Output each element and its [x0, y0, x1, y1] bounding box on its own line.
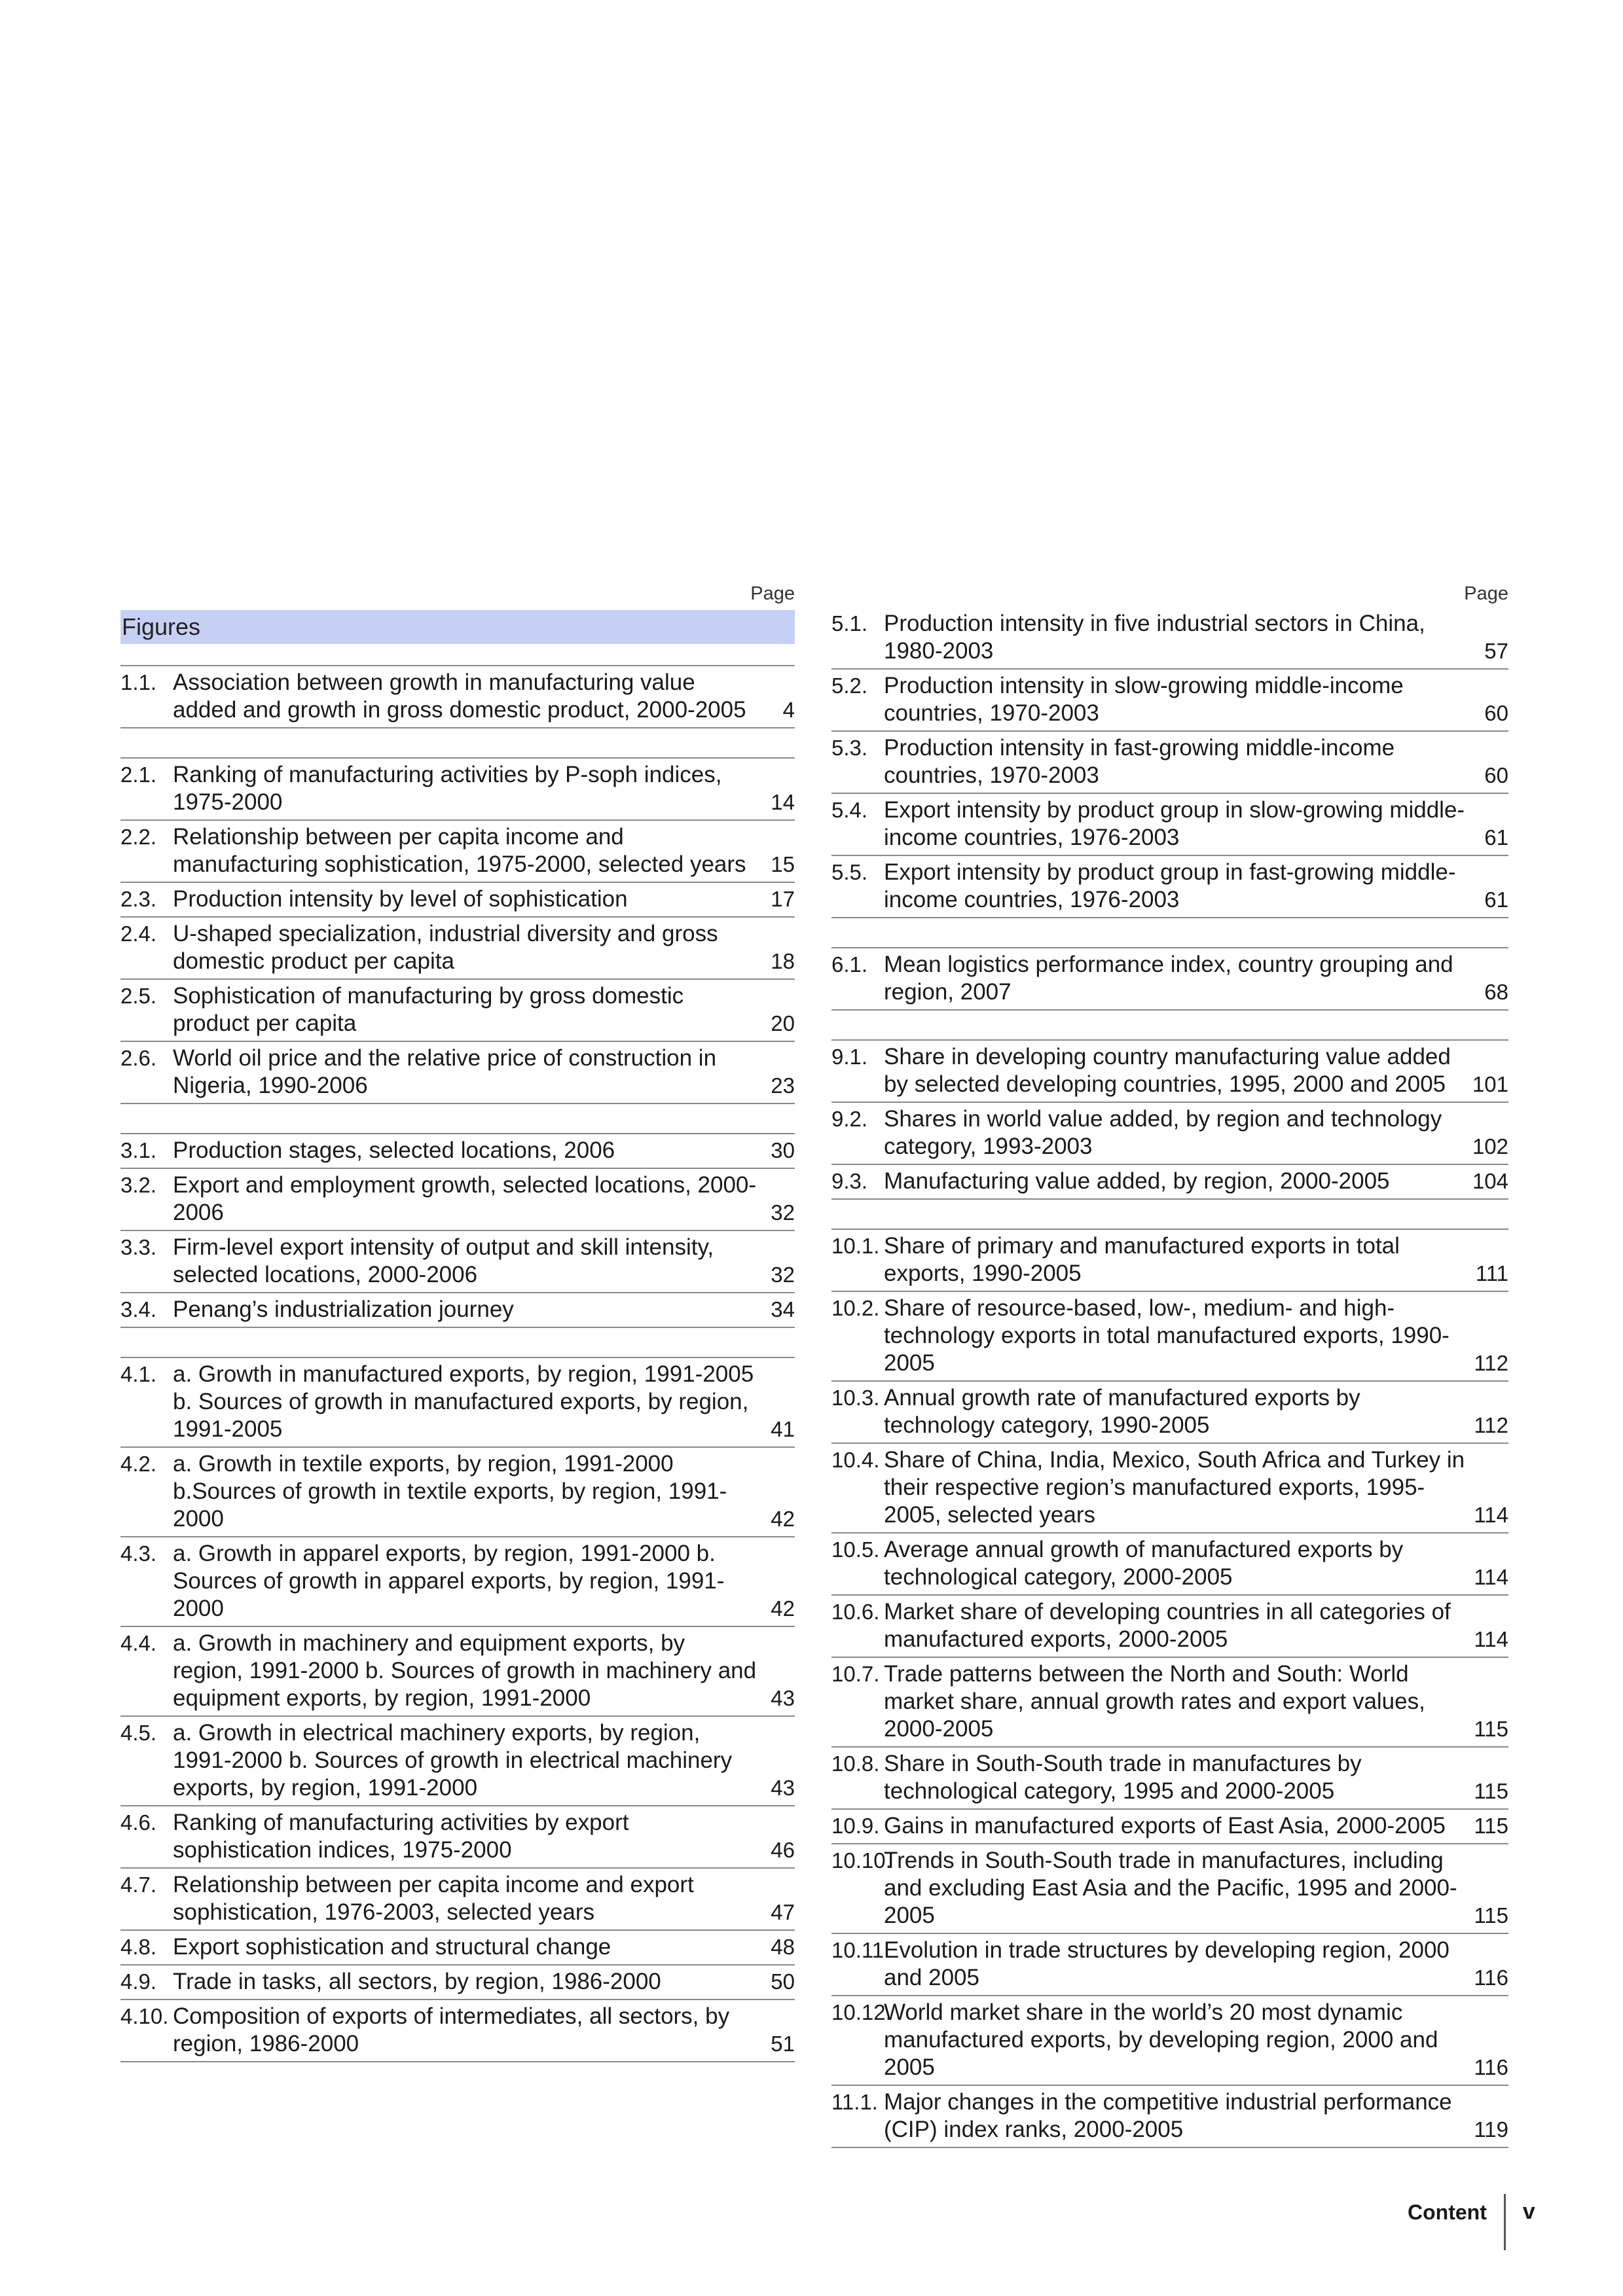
figure-number: 4.4. [120, 1631, 157, 1655]
figure-title: Gains in manufactured exports of East Asia, 2000-2005 [884, 1813, 1446, 1839]
figure-number: 5.2. [831, 673, 868, 698]
figure-page: 57 [1484, 639, 1508, 663]
figure-title: Evolution in trade structures by developing region, 2000 and 2005 [884, 1937, 1450, 1990]
figure-number: 9.3. [831, 1169, 868, 1193]
figure-group [831, 1039, 1508, 1200]
figure-number: 2.3. [120, 887, 157, 911]
figure-page: 111 [1475, 1261, 1508, 1285]
figure-number: 3.1. [120, 1138, 157, 1162]
figure-title: Export sophistication and structural change [173, 1934, 611, 1960]
figure-page: 32 [771, 1200, 795, 1225]
figure-number: 4.9. [120, 1969, 157, 1994]
figure-title: Annual growth rate of manufactured exports by technology category, 1990-2005 [884, 1385, 1360, 1438]
figure-title: Market share of developing countries in all categories of manufactured exports, 2000-2005 [884, 1599, 1451, 1652]
figure-entry[interactable] [120, 1717, 795, 1806]
figure-group [120, 1357, 795, 2062]
figure-entry[interactable] [120, 1293, 795, 1328]
figure-title: Share of China, India, Mexico, South Africa and Turkey in their respective region’s manufactured exports, 1995-2005, selected years [884, 1447, 1465, 1528]
figure-page: 61 [1484, 825, 1508, 850]
figure-title: Share in developing country manufacturing value added by selected developing countries, 1995, 2000 and 2005 [884, 1044, 1451, 1097]
figure-number: 4.10. [120, 2004, 169, 2028]
figure-number: 4.6. [120, 1810, 157, 1835]
figure-number: 4.8. [120, 1935, 157, 1959]
figure-title: Manufacturing value added, by region, 2000-2005 [884, 1168, 1390, 1194]
figure-entry[interactable] [831, 1103, 1508, 1165]
figure-number: 6.1. [831, 952, 868, 977]
figure-page: 48 [771, 1935, 795, 1959]
figure-group [120, 1133, 795, 1328]
figure-entry[interactable] [120, 1448, 795, 1537]
figure-title: Mean logistics performance index, country grouping and region, 2007 [884, 952, 1453, 1005]
figure-title: World oil price and the relative price of construction in Nigeria, 1990-2006 [173, 1045, 717, 1098]
figure-entry[interactable] [831, 948, 1508, 1011]
figure-title: Relationship between per capita income and manufacturing sophistication, 1975-2000, selected years [173, 824, 746, 877]
page-column-label: Page [750, 583, 795, 604]
figure-entry[interactable] [120, 1537, 795, 1627]
figure-title: Ranking of manufacturing activities by export sophistication indices, 1975-2000 [173, 1810, 629, 1863]
figure-entry[interactable] [120, 666, 795, 728]
figure-number: 5.3. [831, 736, 868, 760]
figure-entry[interactable] [831, 1748, 1508, 1810]
figure-group [120, 757, 795, 1104]
figure-entry[interactable] [831, 1844, 1508, 1934]
footer-section-label: Content [1408, 2200, 1487, 2224]
figure-title: Share of resource-based, low-, medium- and high-technology exports in total manufactured exports, 1990-2005 [884, 1295, 1450, 1376]
figure-page: 34 [771, 1297, 795, 1321]
figure-page: 114 [1474, 1503, 1508, 1527]
figure-page: 115 [1474, 1779, 1508, 1803]
figure-entry[interactable] [120, 1169, 795, 1231]
figure-group [831, 610, 1508, 918]
figure-entry[interactable] [831, 1810, 1508, 1844]
figure-entry[interactable] [120, 759, 795, 821]
figure-number: 5.5. [831, 860, 868, 884]
figure-entry[interactable] [120, 918, 795, 980]
figure-page: 114 [1474, 1565, 1508, 1589]
figure-number: 10.8. [831, 1751, 880, 1776]
figure-entry[interactable] [120, 980, 795, 1042]
figure-entry[interactable] [831, 856, 1508, 918]
figure-entry[interactable] [831, 732, 1508, 794]
figure-number: 10.10. [831, 1848, 892, 1873]
figure-page: 46 [771, 1838, 795, 1862]
figure-entry[interactable] [120, 1042, 795, 1104]
figure-page: 30 [771, 1138, 795, 1162]
figure-group [120, 665, 795, 728]
figure-entry[interactable] [831, 1382, 1508, 1444]
figures-heading: Figures [120, 610, 795, 644]
figure-entry[interactable] [831, 670, 1508, 732]
figure-title: Production intensity in five industrial sectors in China, 1980-2003 [884, 611, 1425, 664]
figure-page: 104 [1472, 1169, 1508, 1193]
figure-number: 4.3. [120, 1541, 157, 1566]
figure-entry[interactable] [120, 1931, 795, 1965]
figure-page: 101 [1472, 1072, 1508, 1096]
figure-title: Composition of exports of intermediates, all sectors, by region, 1986-2000 [173, 2003, 730, 2056]
figure-page: 18 [771, 949, 795, 973]
figure-number: 10.5. [831, 1537, 880, 1562]
figure-entry[interactable] [831, 1934, 1508, 1996]
figure-number: 10.6. [831, 1600, 880, 1624]
figure-number: 5.1. [831, 611, 868, 636]
figure-number: 10.1. [831, 1234, 880, 1258]
figure-entry[interactable] [120, 1134, 795, 1169]
figure-entry[interactable] [831, 794, 1508, 856]
figure-title: Trends in South-South trade in manufactures, including and excluding East Asia and the Pacific, 1995 and 2000-2005 [884, 1848, 1457, 1928]
figure-entry[interactable] [831, 610, 1508, 670]
figure-number: 3.2. [120, 1173, 157, 1197]
figure-number: 4.5. [120, 1721, 157, 1745]
figure-title: a. Growth in apparel exports, by region, 1991-2000 b. Sources of growth in apparel exports, by region, 1991-2000 [173, 1541, 725, 1621]
figure-page: 60 [1484, 701, 1508, 725]
figure-page: 114 [1474, 1627, 1508, 1651]
figure-title: Share of primary and manufactured exports in total exports, 1990-2005 [884, 1233, 1400, 1286]
figure-entry[interactable] [120, 2000, 795, 2062]
figure-title: Relationship between per capita income and export sophistication, 1976-2003, selected years [173, 1872, 694, 1925]
figure-number: 10.9. [831, 1814, 880, 1838]
figure-page: 61 [1484, 888, 1508, 912]
figure-number: 3.3. [120, 1235, 157, 1259]
figure-page: 23 [771, 1073, 795, 1098]
figure-number: 9.2. [831, 1107, 868, 1131]
figure-number: 4.1. [120, 1362, 157, 1386]
figure-number: 10.3. [831, 1386, 880, 1410]
figure-title: Production stages, selected locations, 2006 [173, 1138, 615, 1163]
figure-title: Average annual growth of manufactured exports by technological category, 2000-2005 [884, 1537, 1404, 1590]
figure-page: 50 [771, 1969, 795, 1994]
figure-page: 60 [1484, 763, 1508, 787]
figure-entry[interactable] [831, 1658, 1508, 1748]
figure-number: 2.5. [120, 984, 157, 1008]
figure-entry[interactable] [831, 1444, 1508, 1534]
figure-number: 10.4. [831, 1448, 880, 1472]
figure-page: 42 [771, 1507, 795, 1531]
figure-entry[interactable] [831, 1165, 1508, 1200]
figure-page: 51 [771, 2032, 795, 2056]
figure-entry[interactable] [120, 1231, 795, 1293]
figure-entry[interactable] [831, 1996, 1508, 2086]
figure-page: 4 [782, 698, 795, 722]
figure-title: Export intensity by product group in fast-growing middle-income countries, 1976-2003 [884, 859, 1456, 912]
figure-number: 2.4. [120, 922, 157, 946]
figure-title: Export intensity by product group in slow-growing middle-income countries, 1976-2003 [884, 797, 1465, 850]
figure-title: Trade in tasks, all sectors, by region, 1986-2000 [173, 1969, 661, 1994]
figure-entry[interactable] [120, 1869, 795, 1931]
figure-page: 15 [771, 852, 795, 876]
figure-entry[interactable] [831, 2086, 1508, 2148]
figure-title: Penang’s industrialization journey [173, 1297, 514, 1322]
figure-page: 41 [771, 1417, 795, 1441]
figure-number: 10.11. [831, 1938, 890, 1962]
figure-page: 115 [1474, 1903, 1508, 1928]
figure-title: Sophistication of manufacturing by gross domestic product per capita [173, 983, 684, 1036]
left-figure-list [120, 665, 795, 2062]
right-figure-list [831, 610, 1508, 2148]
figure-page: 32 [771, 1263, 795, 1287]
figure-page: 14 [771, 790, 795, 814]
figure-title: Production intensity in fast-growing middle-income countries, 1970-2003 [884, 735, 1395, 788]
page-footer [1408, 2194, 1535, 2257]
figure-page: 102 [1472, 1134, 1508, 1158]
figure-number: 10.7. [831, 1662, 880, 1686]
figure-page: 116 [1474, 2055, 1508, 2079]
figure-number: 4.2. [120, 1452, 157, 1476]
footer-divider [1504, 2194, 1506, 2250]
figure-number: 3.4. [120, 1297, 157, 1321]
figure-title: Association between growth in manufacturing value added and growth in gross domestic product, 2000-2005 [173, 670, 746, 723]
figure-title: World market share in the world’s 20 most dynamic manufactured exports, by developing region, 2000 and 2005 [884, 2000, 1438, 2080]
figure-title: a. Growth in manufactured exports, by region, 1991-2005 b. Sources of growth in manufactured exports, by region, 1991-2005 [173, 1361, 754, 1442]
figure-title: Ranking of manufacturing activities by P-soph indices, 1975-2000 [173, 762, 722, 815]
figure-group [831, 1229, 1508, 2148]
figure-number: 2.6. [120, 1046, 157, 1070]
figure-entry[interactable] [120, 883, 795, 918]
figure-entry[interactable] [831, 1534, 1508, 1596]
figure-number: 10.2. [831, 1296, 880, 1320]
figure-page: 112 [1474, 1351, 1508, 1375]
figure-page: 42 [771, 1596, 795, 1621]
figure-number: 5.4. [831, 798, 868, 822]
right-column [831, 577, 1508, 2148]
figure-title: a. Growth in electrical machinery exports, by region, 1991-2000 b. Sources of growth in electrical machinery exports, by region, 1991-2000 [173, 1720, 733, 1801]
figure-entry[interactable] [831, 1292, 1508, 1382]
figure-page: 47 [771, 1900, 795, 1924]
figure-page: 43 [771, 1776, 795, 1800]
figure-title: Production intensity in slow-growing middle-income countries, 1970-2003 [884, 673, 1404, 726]
figure-title: U-shaped specialization, industrial diversity and gross domestic product per capita [173, 921, 718, 974]
figure-page: 43 [771, 1686, 795, 1710]
figure-title: Share in South-South trade in manufactures by technological category, 1995 and 2000-2005 [884, 1751, 1362, 1804]
figure-title: a. Growth in machinery and equipment exports, by region, 1991-2000 b. Sources of growth in machinery and equipment exports, by region, 1991-2000 [173, 1630, 757, 1711]
figure-page: 115 [1474, 1717, 1508, 1741]
figure-entry[interactable] [831, 1041, 1508, 1103]
figure-page: 20 [771, 1011, 795, 1035]
figure-number: 11.1. [831, 2090, 878, 2114]
figure-entry[interactable] [120, 821, 795, 883]
figure-number: 10.12. [831, 2000, 892, 2024]
figure-title: Shares in world value added, by region and technology category, 1993-2003 [884, 1106, 1442, 1159]
figure-title: a. Growth in textile exports, by region, 1991-2000 b.Sources of growth in textile exports, by region, 1991-2000 [173, 1451, 727, 1532]
figure-entry[interactable] [120, 1358, 795, 1448]
figure-page: 68 [1484, 980, 1508, 1004]
figure-entry[interactable] [120, 1627, 795, 1717]
figure-title: Firm-level export intensity of output and skill intensity, selected locations, 2000-2006 [173, 1234, 714, 1287]
figure-title: Trade patterns between the North and South: World market share, annual growth rates and export values, 2000-2005 [884, 1661, 1425, 1742]
figure-number: 2.2. [120, 825, 157, 849]
figure-page: 115 [1474, 1814, 1508, 1838]
figure-entry[interactable] [120, 1965, 795, 2000]
figure-page: 17 [771, 887, 795, 911]
figure-title: Major changes in the competitive industrial performance (CIP) index ranks, 2000-2005 [884, 2089, 1452, 2142]
figure-page: 119 [1474, 2117, 1508, 2142]
figure-page: 116 [1474, 1965, 1508, 1990]
figure-title: Production intensity by level of sophistication [173, 886, 628, 912]
figure-number: 2.1. [120, 762, 157, 787]
footer-page-number: v [1522, 2199, 1535, 2224]
left-column [120, 577, 795, 2062]
figure-entry[interactable] [831, 1230, 1508, 1292]
figure-entry[interactable] [120, 1806, 795, 1869]
figure-entry[interactable] [831, 1596, 1508, 1658]
figure-number: 1.1. [120, 670, 157, 694]
figure-page: 112 [1474, 1413, 1508, 1437]
page-column-label: Page [1464, 583, 1508, 604]
figure-number: 4.7. [120, 1873, 157, 1897]
figure-number: 9.1. [831, 1045, 868, 1069]
figure-title: Export and employment growth, selected locations, 2000-2006 [173, 1172, 757, 1225]
figure-group [831, 947, 1508, 1011]
